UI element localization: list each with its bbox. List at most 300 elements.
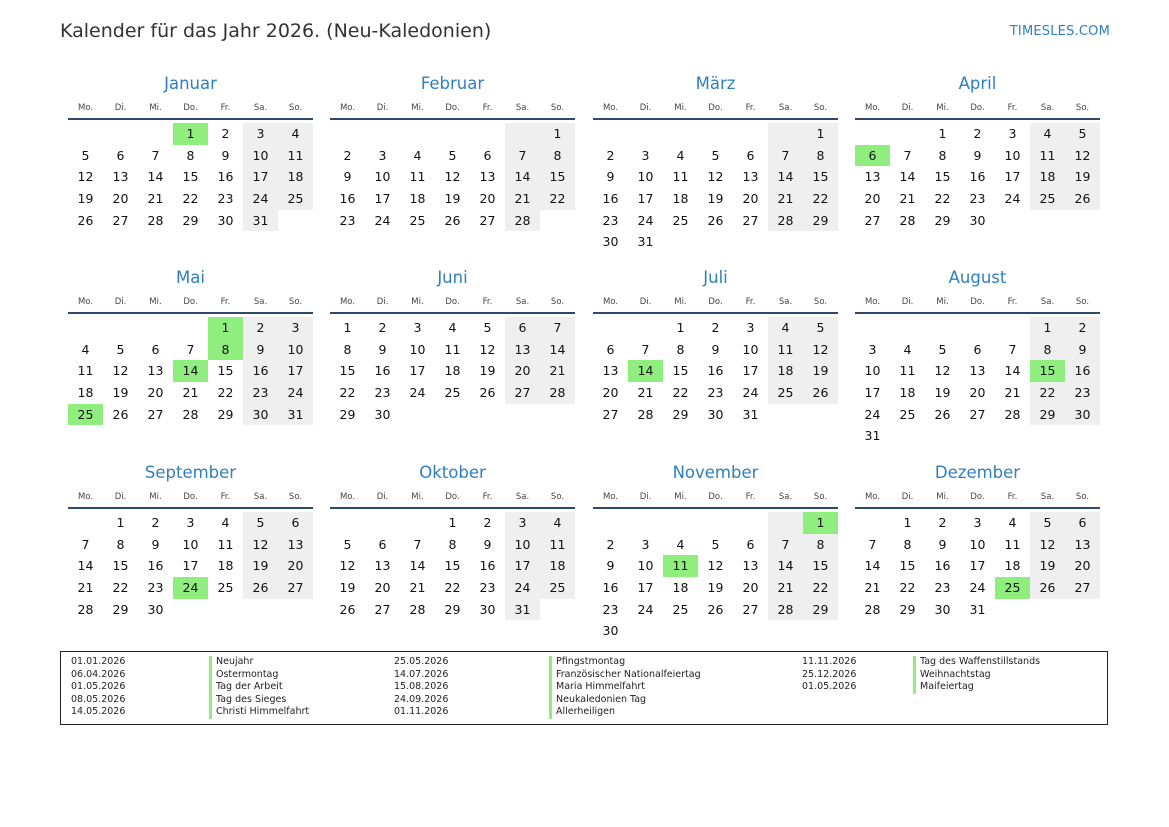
day-cell: 8 <box>1030 339 1065 361</box>
day-cell: 12 <box>444 169 461 185</box>
day-cell: 3 <box>186 515 195 530</box>
weekday-label: Di. <box>639 297 652 307</box>
day-cell: 10 <box>637 558 654 574</box>
empty-cell <box>68 317 103 339</box>
month-10 <box>330 462 575 620</box>
day-cell: 13 <box>147 363 164 379</box>
weekday-label: Sa. <box>253 103 268 113</box>
weekday-label: So. <box>813 103 828 113</box>
weekday-label: Di. <box>901 492 914 502</box>
day-cell: 8 <box>116 536 125 552</box>
day-cell: 24 <box>637 601 654 617</box>
weekday-label: Fr. <box>482 103 493 113</box>
day-cell: 25 <box>217 580 234 596</box>
day-cell: 14 <box>147 169 164 185</box>
day-cell: 2 <box>343 147 352 163</box>
weekday-label: Do. <box>708 492 723 502</box>
legend-holiday-name: Pfingstmontag <box>549 656 701 669</box>
day-cell: 6 <box>151 341 160 357</box>
day-cell: 10 <box>742 341 759 357</box>
weekday-label: Fr. <box>1007 103 1018 113</box>
day-cell: 27 <box>864 212 881 228</box>
day-cell: 26 <box>1065 188 1100 210</box>
empty-cell <box>365 123 400 145</box>
day-cell: 7 <box>868 536 877 552</box>
day-cell: 26 <box>444 212 461 228</box>
day-cell: 6 <box>855 145 890 167</box>
day-cell: 22 <box>540 188 575 210</box>
day-cell: 9 <box>243 339 278 361</box>
day-cell: 29 <box>217 406 234 422</box>
day-cell: 6 <box>483 147 492 163</box>
day-cell: 25 <box>409 212 426 228</box>
month-name: März <box>695 74 736 93</box>
day-cell: 12 <box>934 363 951 379</box>
weekday-label: Fr. <box>745 103 756 113</box>
day-cell: 4 <box>221 515 230 530</box>
day-cell: 24 <box>742 385 759 401</box>
day-cell: 3 <box>641 536 650 552</box>
legend-holiday-name: Neujahr <box>209 656 309 669</box>
legend-holiday-name: Allerheiligen <box>549 706 701 719</box>
day-cell: 3 <box>413 320 422 335</box>
day-cell: 25 <box>68 404 103 426</box>
header-rule <box>330 507 575 509</box>
header-rule <box>68 312 313 314</box>
day-cell: 7 <box>1008 341 1017 357</box>
day-cell: 30 <box>243 404 278 426</box>
day-cell: 27 <box>278 577 313 599</box>
weekday-label: Mo. <box>602 103 619 113</box>
weekday-label: Mo. <box>339 103 356 113</box>
day-cell: 4 <box>676 536 685 552</box>
empty-cell <box>995 317 1030 339</box>
legend-date: 14.05.2026 <box>71 706 126 718</box>
day-cell: 21 <box>1004 385 1021 401</box>
weekday-label: Sa. <box>778 297 793 307</box>
day-cell: 2 <box>378 320 387 335</box>
empty-cell <box>593 317 628 339</box>
day-cell: 23 <box>934 580 951 596</box>
day-cell: 4 <box>448 320 457 335</box>
day-cell: 19 <box>339 580 356 596</box>
month-name: Oktober <box>419 463 486 482</box>
day-cell: 5 <box>711 147 720 163</box>
day-cell: 19 <box>77 191 94 207</box>
day-cell: 5 <box>243 512 278 534</box>
day-cell: 18 <box>409 191 426 207</box>
day-cell: 28 <box>768 210 803 232</box>
weekday-label: Do. <box>970 297 985 307</box>
day-cell: 5 <box>448 147 457 163</box>
day-cell: 25 <box>278 188 313 210</box>
day-cell: 28 <box>899 212 916 228</box>
day-cell: 11 <box>663 555 698 577</box>
weekday-label: Mo. <box>602 492 619 502</box>
day-cell: 15 <box>934 169 951 185</box>
day-cell: 4 <box>540 512 575 534</box>
day-cell: 28 <box>768 599 803 621</box>
day-cell: 8 <box>186 147 195 163</box>
day-cell: 29 <box>182 212 199 228</box>
day-cell: 22 <box>672 385 689 401</box>
day-cell: 15 <box>182 169 199 185</box>
weekday-label: So. <box>288 492 303 502</box>
day-cell: 3 <box>243 123 278 145</box>
day-cell: 5 <box>1030 512 1065 534</box>
header-rule <box>593 312 838 314</box>
empty-cell <box>173 317 208 339</box>
day-cell: 2 <box>221 126 230 141</box>
day-cell: 10 <box>637 169 654 185</box>
day-cell: 26 <box>77 212 94 228</box>
day-cell: 2 <box>243 317 278 339</box>
day-grid <box>68 512 313 620</box>
day-cell: 9 <box>378 341 387 357</box>
day-cell: 22 <box>803 188 838 210</box>
day-cell: 23 <box>969 191 986 207</box>
day-cell: 4 <box>278 123 313 145</box>
day-cell: 13 <box>742 558 759 574</box>
day-cell: 6 <box>606 341 615 357</box>
day-cell: 7 <box>768 145 803 167</box>
weekday-header <box>855 488 1100 506</box>
day-cell: 9 <box>483 536 492 552</box>
month-6 <box>330 267 575 425</box>
month-name: Juli <box>703 268 728 287</box>
empty-cell <box>593 512 628 534</box>
day-cell: 13 <box>505 339 540 361</box>
day-grid <box>855 123 1100 231</box>
day-cell: 15 <box>217 363 234 379</box>
day-cell: 22 <box>182 191 199 207</box>
legend-dates <box>394 656 448 719</box>
weekday-label: Do. <box>970 492 985 502</box>
day-cell: 10 <box>182 536 199 552</box>
day-cell: 10 <box>278 339 313 361</box>
day-cell: 19 <box>112 385 129 401</box>
legend-holiday-name: Tag des Sieges <box>209 694 309 707</box>
day-cell: 14 <box>899 169 916 185</box>
day-cell: 27 <box>505 382 540 404</box>
weekday-label: Sa. <box>1040 492 1055 502</box>
day-cell: 4 <box>676 147 685 163</box>
day-cell: 23 <box>1065 382 1100 404</box>
day-cell: 23 <box>147 580 164 596</box>
day-cell: 31 <box>864 428 881 444</box>
weekday-label: Sa. <box>1040 103 1055 113</box>
day-cell: 20 <box>505 360 540 382</box>
day-cell: 26 <box>479 385 496 401</box>
holiday-legend <box>60 651 1108 725</box>
weekday-label: Do. <box>445 492 460 502</box>
day-cell: 18 <box>1030 166 1065 188</box>
day-cell: 12 <box>243 534 278 556</box>
month-name: Juni <box>437 268 468 287</box>
day-grid <box>593 512 838 642</box>
day-cell: 30 <box>602 623 619 639</box>
day-cell: 27 <box>147 406 164 422</box>
day-cell: 10 <box>243 145 278 167</box>
day-cell: 17 <box>637 191 654 207</box>
weekday-label: Do. <box>183 297 198 307</box>
day-cell: 26 <box>934 406 951 422</box>
day-cell: 1 <box>116 515 125 530</box>
day-cell: 27 <box>602 406 619 422</box>
weekday-label: Di. <box>376 492 389 502</box>
day-cell: 11 <box>444 341 461 357</box>
day-cell: 27 <box>969 406 986 422</box>
day-cell: 18 <box>278 166 313 188</box>
legend-holiday-name: Christi Himmelfahrt <box>209 706 309 719</box>
day-cell: 24 <box>1004 191 1021 207</box>
day-cell: 18 <box>1004 558 1021 574</box>
day-cell: 6 <box>278 512 313 534</box>
day-cell: 21 <box>768 577 803 599</box>
day-cell: 18 <box>217 558 234 574</box>
month-5 <box>68 267 313 425</box>
day-cell: 16 <box>602 191 619 207</box>
empty-cell <box>365 512 400 534</box>
day-cell: 8 <box>343 341 352 357</box>
day-cell: 2 <box>151 515 160 530</box>
day-cell: 18 <box>444 363 461 379</box>
weekday-label: Di. <box>901 103 914 113</box>
weekday-label: Di. <box>376 297 389 307</box>
day-cell: 14 <box>77 558 94 574</box>
day-cell: 28 <box>864 601 881 617</box>
legend-date: 15.08.2026 <box>394 681 449 693</box>
day-cell: 31 <box>278 404 313 426</box>
day-cell: 15 <box>444 558 461 574</box>
weekday-label: Do. <box>708 103 723 113</box>
weekday-label: Sa. <box>778 492 793 502</box>
day-cell: 3 <box>1008 126 1017 141</box>
day-cell: 24 <box>243 188 278 210</box>
empty-cell <box>593 123 628 145</box>
weekday-label: Do. <box>183 103 198 113</box>
day-cell: 28 <box>1004 406 1021 422</box>
weekday-label: Fr. <box>1007 297 1018 307</box>
day-cell: 7 <box>81 536 90 552</box>
day-cell: 9 <box>711 341 720 357</box>
weekday-label: Mi. <box>149 297 162 307</box>
day-cell: 7 <box>151 147 160 163</box>
empty-cell <box>890 317 925 339</box>
day-cell: 5 <box>803 317 838 339</box>
day-cell: 26 <box>339 601 356 617</box>
day-cell: 2 <box>973 126 982 141</box>
weekday-header <box>593 488 838 506</box>
day-cell: 12 <box>77 169 94 185</box>
day-cell: 20 <box>742 580 759 596</box>
day-cell: 6 <box>746 147 755 163</box>
day-cell: 19 <box>243 555 278 577</box>
day-cell: 27 <box>1065 577 1100 599</box>
header-rule <box>855 507 1100 509</box>
day-cell: 29 <box>339 406 356 422</box>
day-cell: 15 <box>899 558 916 574</box>
day-cell: 22 <box>934 191 951 207</box>
day-cell: 29 <box>112 601 129 617</box>
weekday-header <box>68 99 313 117</box>
day-cell: 10 <box>1004 147 1021 163</box>
empty-cell <box>855 512 890 534</box>
day-cell: 24 <box>409 385 426 401</box>
day-cell: 20 <box>147 385 164 401</box>
weekday-label: Fr. <box>482 297 493 307</box>
weekday-label: Do. <box>445 297 460 307</box>
day-cell: 17 <box>182 558 199 574</box>
day-cell: 9 <box>606 169 615 185</box>
day-cell: 13 <box>602 363 619 379</box>
weekday-label: So. <box>813 297 828 307</box>
day-cell: 16 <box>1065 360 1100 382</box>
day-cell: 28 <box>77 601 94 617</box>
day-cell: 22 <box>339 385 356 401</box>
day-cell: 18 <box>672 191 689 207</box>
weekday-label: Sa. <box>1040 297 1055 307</box>
day-cell: 11 <box>278 145 313 167</box>
empty-cell <box>925 317 960 339</box>
day-cell: 25 <box>672 601 689 617</box>
day-cell: 15 <box>803 166 838 188</box>
weekday-label: Do. <box>183 492 198 502</box>
day-cell: 24 <box>969 580 986 596</box>
weekday-header <box>330 293 575 311</box>
day-grid <box>68 317 313 425</box>
day-cell: 16 <box>217 169 234 185</box>
day-cell: 13 <box>374 558 391 574</box>
legend-names <box>913 656 1040 694</box>
day-cell: 6 <box>505 317 540 339</box>
day-cell: 11 <box>217 536 234 552</box>
legend-holiday-name: Ostermontag <box>209 669 309 682</box>
day-cell: 16 <box>707 363 724 379</box>
day-cell: 6 <box>1065 512 1100 534</box>
day-cell: 1 <box>448 515 457 530</box>
day-cell: 2 <box>606 536 615 552</box>
day-cell: 21 <box>409 580 426 596</box>
day-cell: 22 <box>803 577 838 599</box>
empty-cell <box>733 123 768 145</box>
day-cell: 19 <box>803 360 838 382</box>
empty-cell <box>960 317 995 339</box>
day-cell: 17 <box>1004 169 1021 185</box>
day-cell: 24 <box>374 212 391 228</box>
day-cell: 30 <box>147 601 164 617</box>
empty-cell <box>628 317 663 339</box>
day-cell: 3 <box>641 147 650 163</box>
day-cell: 22 <box>1030 382 1065 404</box>
empty-cell <box>663 123 698 145</box>
day-cell: 2 <box>483 515 492 530</box>
day-cell: 1 <box>540 123 575 145</box>
day-cell: 21 <box>77 580 94 596</box>
day-cell: 2 <box>606 147 615 163</box>
day-cell: 5 <box>711 536 720 552</box>
day-cell: 4 <box>81 341 90 357</box>
day-cell: 29 <box>444 601 461 617</box>
day-cell: 19 <box>707 580 724 596</box>
empty-cell <box>698 123 733 145</box>
day-cell: 14 <box>768 555 803 577</box>
day-cell: 1 <box>803 123 838 145</box>
day-cell: 14 <box>628 360 663 382</box>
day-cell: 26 <box>243 577 278 599</box>
header-rule <box>68 507 313 509</box>
day-cell: 14 <box>409 558 426 574</box>
day-cell: 30 <box>479 601 496 617</box>
day-cell: 8 <box>540 145 575 167</box>
day-grid <box>330 512 575 620</box>
day-cell: 7 <box>186 341 195 357</box>
empty-cell <box>663 512 698 534</box>
weekday-label: Mi. <box>149 492 162 502</box>
header-rule <box>330 312 575 314</box>
day-cell: 26 <box>803 382 838 404</box>
weekday-label: Do. <box>445 103 460 113</box>
legend-names <box>209 656 309 719</box>
day-cell: 30 <box>602 234 619 250</box>
day-cell: 23 <box>479 580 496 596</box>
day-cell: 16 <box>243 360 278 382</box>
day-cell: 14 <box>768 166 803 188</box>
day-cell: 11 <box>899 363 916 379</box>
day-cell: 15 <box>112 558 129 574</box>
day-cell: 5 <box>116 341 125 357</box>
day-cell: 12 <box>112 363 129 379</box>
day-cell: 7 <box>505 145 540 167</box>
weekday-label: Mi. <box>936 297 949 307</box>
day-cell: 30 <box>1065 404 1100 426</box>
legend-date: 01.01.2026 <box>71 656 126 667</box>
month-8 <box>855 267 1100 447</box>
day-cell: 30 <box>374 406 391 422</box>
day-cell: 3 <box>746 320 755 335</box>
day-cell: 13 <box>278 534 313 556</box>
day-cell: 24 <box>864 406 881 422</box>
day-cell: 27 <box>374 601 391 617</box>
day-cell: 16 <box>934 558 951 574</box>
legend-date: 11.11.2026 <box>802 656 857 667</box>
legend-date: 25.05.2026 <box>394 656 449 667</box>
day-cell: 4 <box>1008 515 1017 530</box>
weekday-label: Mo. <box>77 103 94 113</box>
brand-link[interactable]: TIMESLES.COM <box>1009 24 1110 39</box>
weekday-label: Mi. <box>411 492 424 502</box>
day-cell: 20 <box>278 555 313 577</box>
day-cell: 7 <box>413 536 422 552</box>
day-cell: 4 <box>1030 123 1065 145</box>
day-cell: 8 <box>938 147 947 163</box>
day-cell: 6 <box>378 536 387 552</box>
day-cell: 31 <box>742 406 759 422</box>
day-cell: 1 <box>803 512 838 534</box>
day-grid <box>330 123 575 231</box>
day-cell: 26 <box>112 406 129 422</box>
weekday-label: Fr. <box>1007 492 1018 502</box>
legend-holiday-name: Tag der Arbeit <box>209 681 309 694</box>
weekday-label: So. <box>550 492 565 502</box>
day-cell: 8 <box>803 534 838 556</box>
weekday-header <box>593 293 838 311</box>
legend-holiday-name: Maria Himmelfahrt <box>549 681 701 694</box>
day-cell: 17 <box>409 363 426 379</box>
day-cell: 29 <box>899 601 916 617</box>
day-cell: 25 <box>899 406 916 422</box>
day-cell: 12 <box>707 558 724 574</box>
